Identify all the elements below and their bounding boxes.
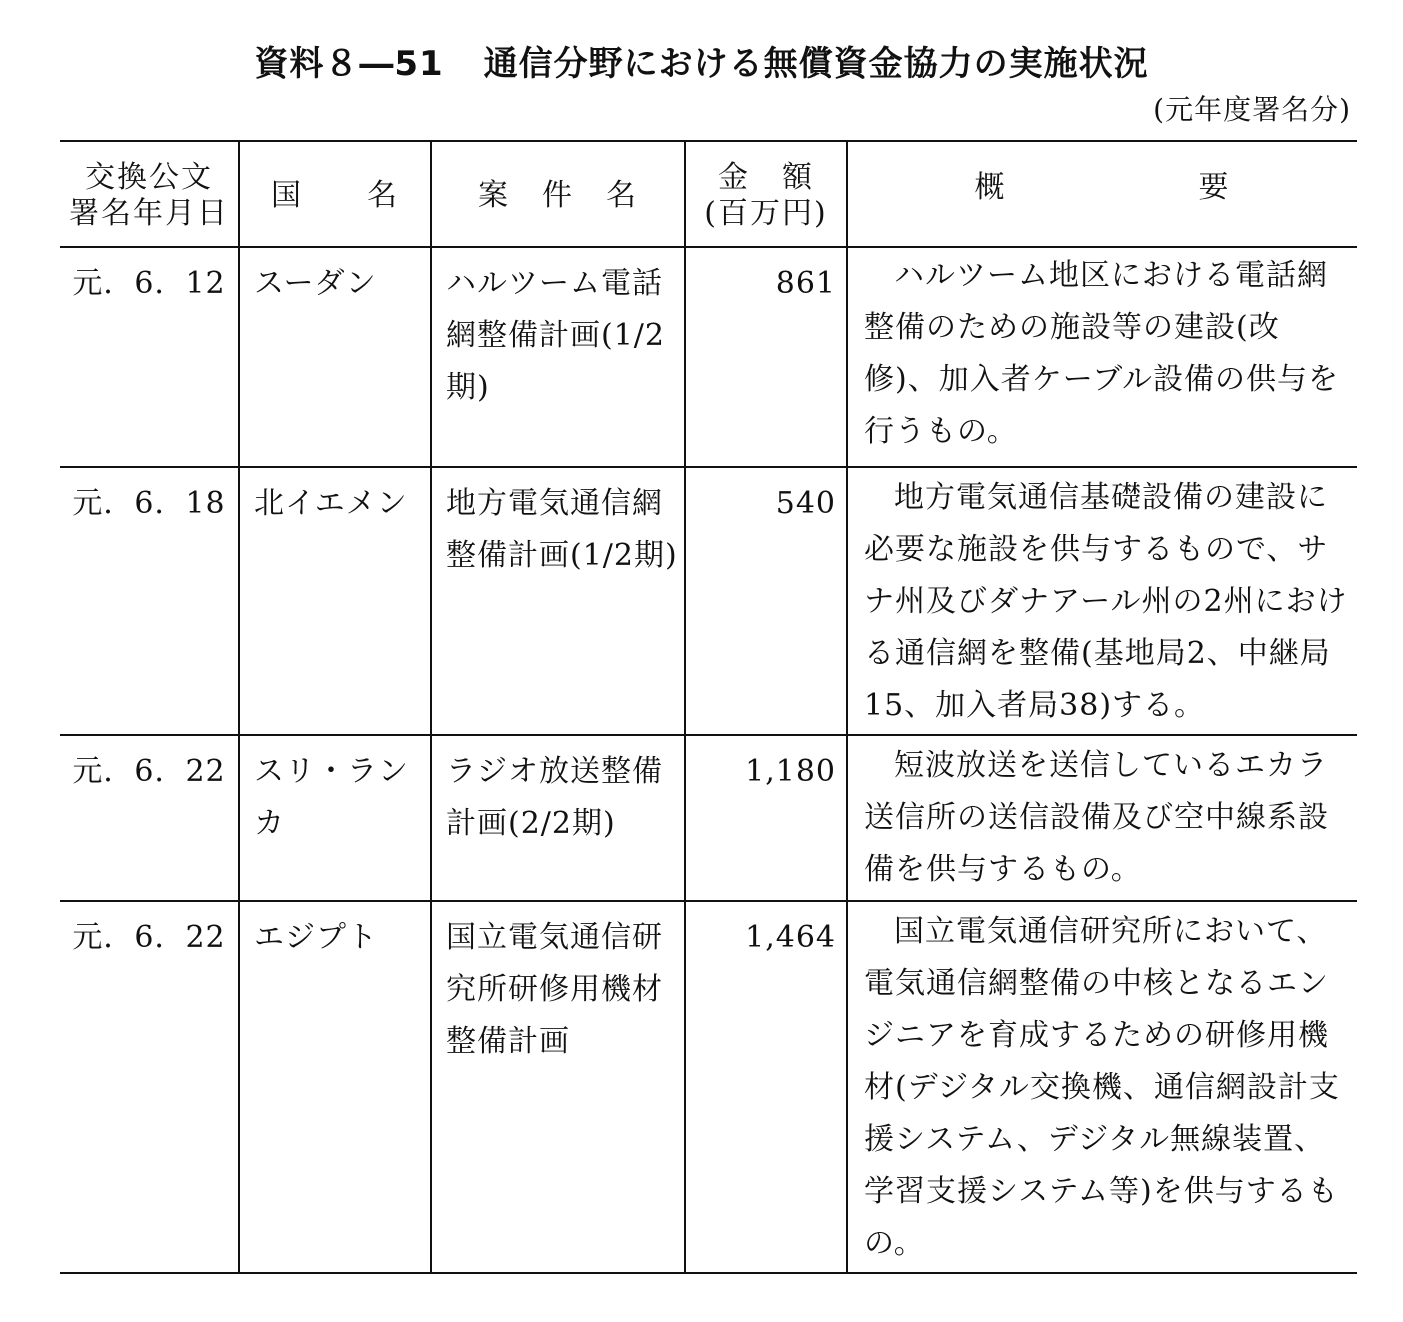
header-date-line1: 交換公文 [85, 160, 213, 195]
row-project: 国立電気通信研究所研修用機材整備計画 [446, 920, 663, 1059]
row-project: ハルツーム電話網整備計画(1/2期) [446, 266, 665, 405]
row-summary: 短波放送を送信しているエカラ送信所の送信設備及び空中線系設備を供与するもの。 [864, 748, 1329, 887]
title-number: 資料８―51 [254, 44, 444, 84]
header-amount-line2: (百万円) [704, 196, 828, 231]
row-amount: 1,180 [745, 754, 836, 789]
row-country: スリ・ランカ [254, 754, 409, 841]
row-date: 元．6．18 [72, 486, 226, 521]
title-text: 通信分野における無償資金協力の実施状況 [483, 44, 1149, 84]
header-project: 案 件 名 [478, 178, 638, 213]
row-country: エジプト [254, 920, 378, 955]
column-divider [846, 140, 848, 1274]
row-divider [60, 900, 1357, 902]
header-amount-line1: 金 額 [718, 160, 814, 195]
header-country: 国 名 [271, 178, 399, 213]
row-amount: 540 [775, 486, 836, 521]
subtitle: (元年度署名分) [1153, 93, 1351, 126]
row-country: 北イエメン [254, 486, 408, 521]
column-divider [684, 140, 686, 1274]
row-date: 元．6．22 [72, 920, 226, 955]
document-title [0, 36, 1403, 85]
row-amount: 861 [775, 266, 836, 301]
table-bottom-rule [60, 1272, 1357, 1274]
row-date: 元．6．12 [72, 266, 226, 301]
table-top-rule [60, 140, 1357, 142]
row-country: スーダン [254, 266, 377, 301]
header-bottom-rule [60, 246, 1357, 248]
header-date [62, 160, 236, 232]
row-amount: 1,464 [745, 920, 836, 955]
row-project: ラジオ放送整備計画(2/2期) [446, 754, 663, 841]
row-divider [60, 466, 1357, 468]
row-summary: ハルツーム地区における電話網整備のための施設等の建設(改修)、加入者ケーブル設備の供与を行うもの。 [864, 258, 1340, 449]
header-date-line2: 署名年月日 [69, 196, 229, 231]
row-summary: 地方電気通信基礎設備の建設に必要な施設を供与するもので、サナ州及びダナアール州の2州における通信網を整備(基地局2、中継局15、加入者局38)する。 [864, 480, 1348, 723]
column-divider [238, 140, 240, 1274]
row-divider [60, 734, 1357, 736]
row-project: 地方電気通信網整備計画(1/2期) [446, 486, 678, 573]
header-summary: 概 要 [974, 170, 1231, 205]
column-divider [430, 140, 432, 1274]
row-summary: 国立電気通信研究所において、電気通信網整備の中核となるエンジニアを育成するための研修用機材(デジタル交換機、通信網設計支援システム、デジタル無線装置、学習支援システム等)を供与するもの。 [864, 914, 1340, 1261]
header-amount [686, 160, 846, 232]
row-date: 元．6．22 [72, 754, 226, 789]
